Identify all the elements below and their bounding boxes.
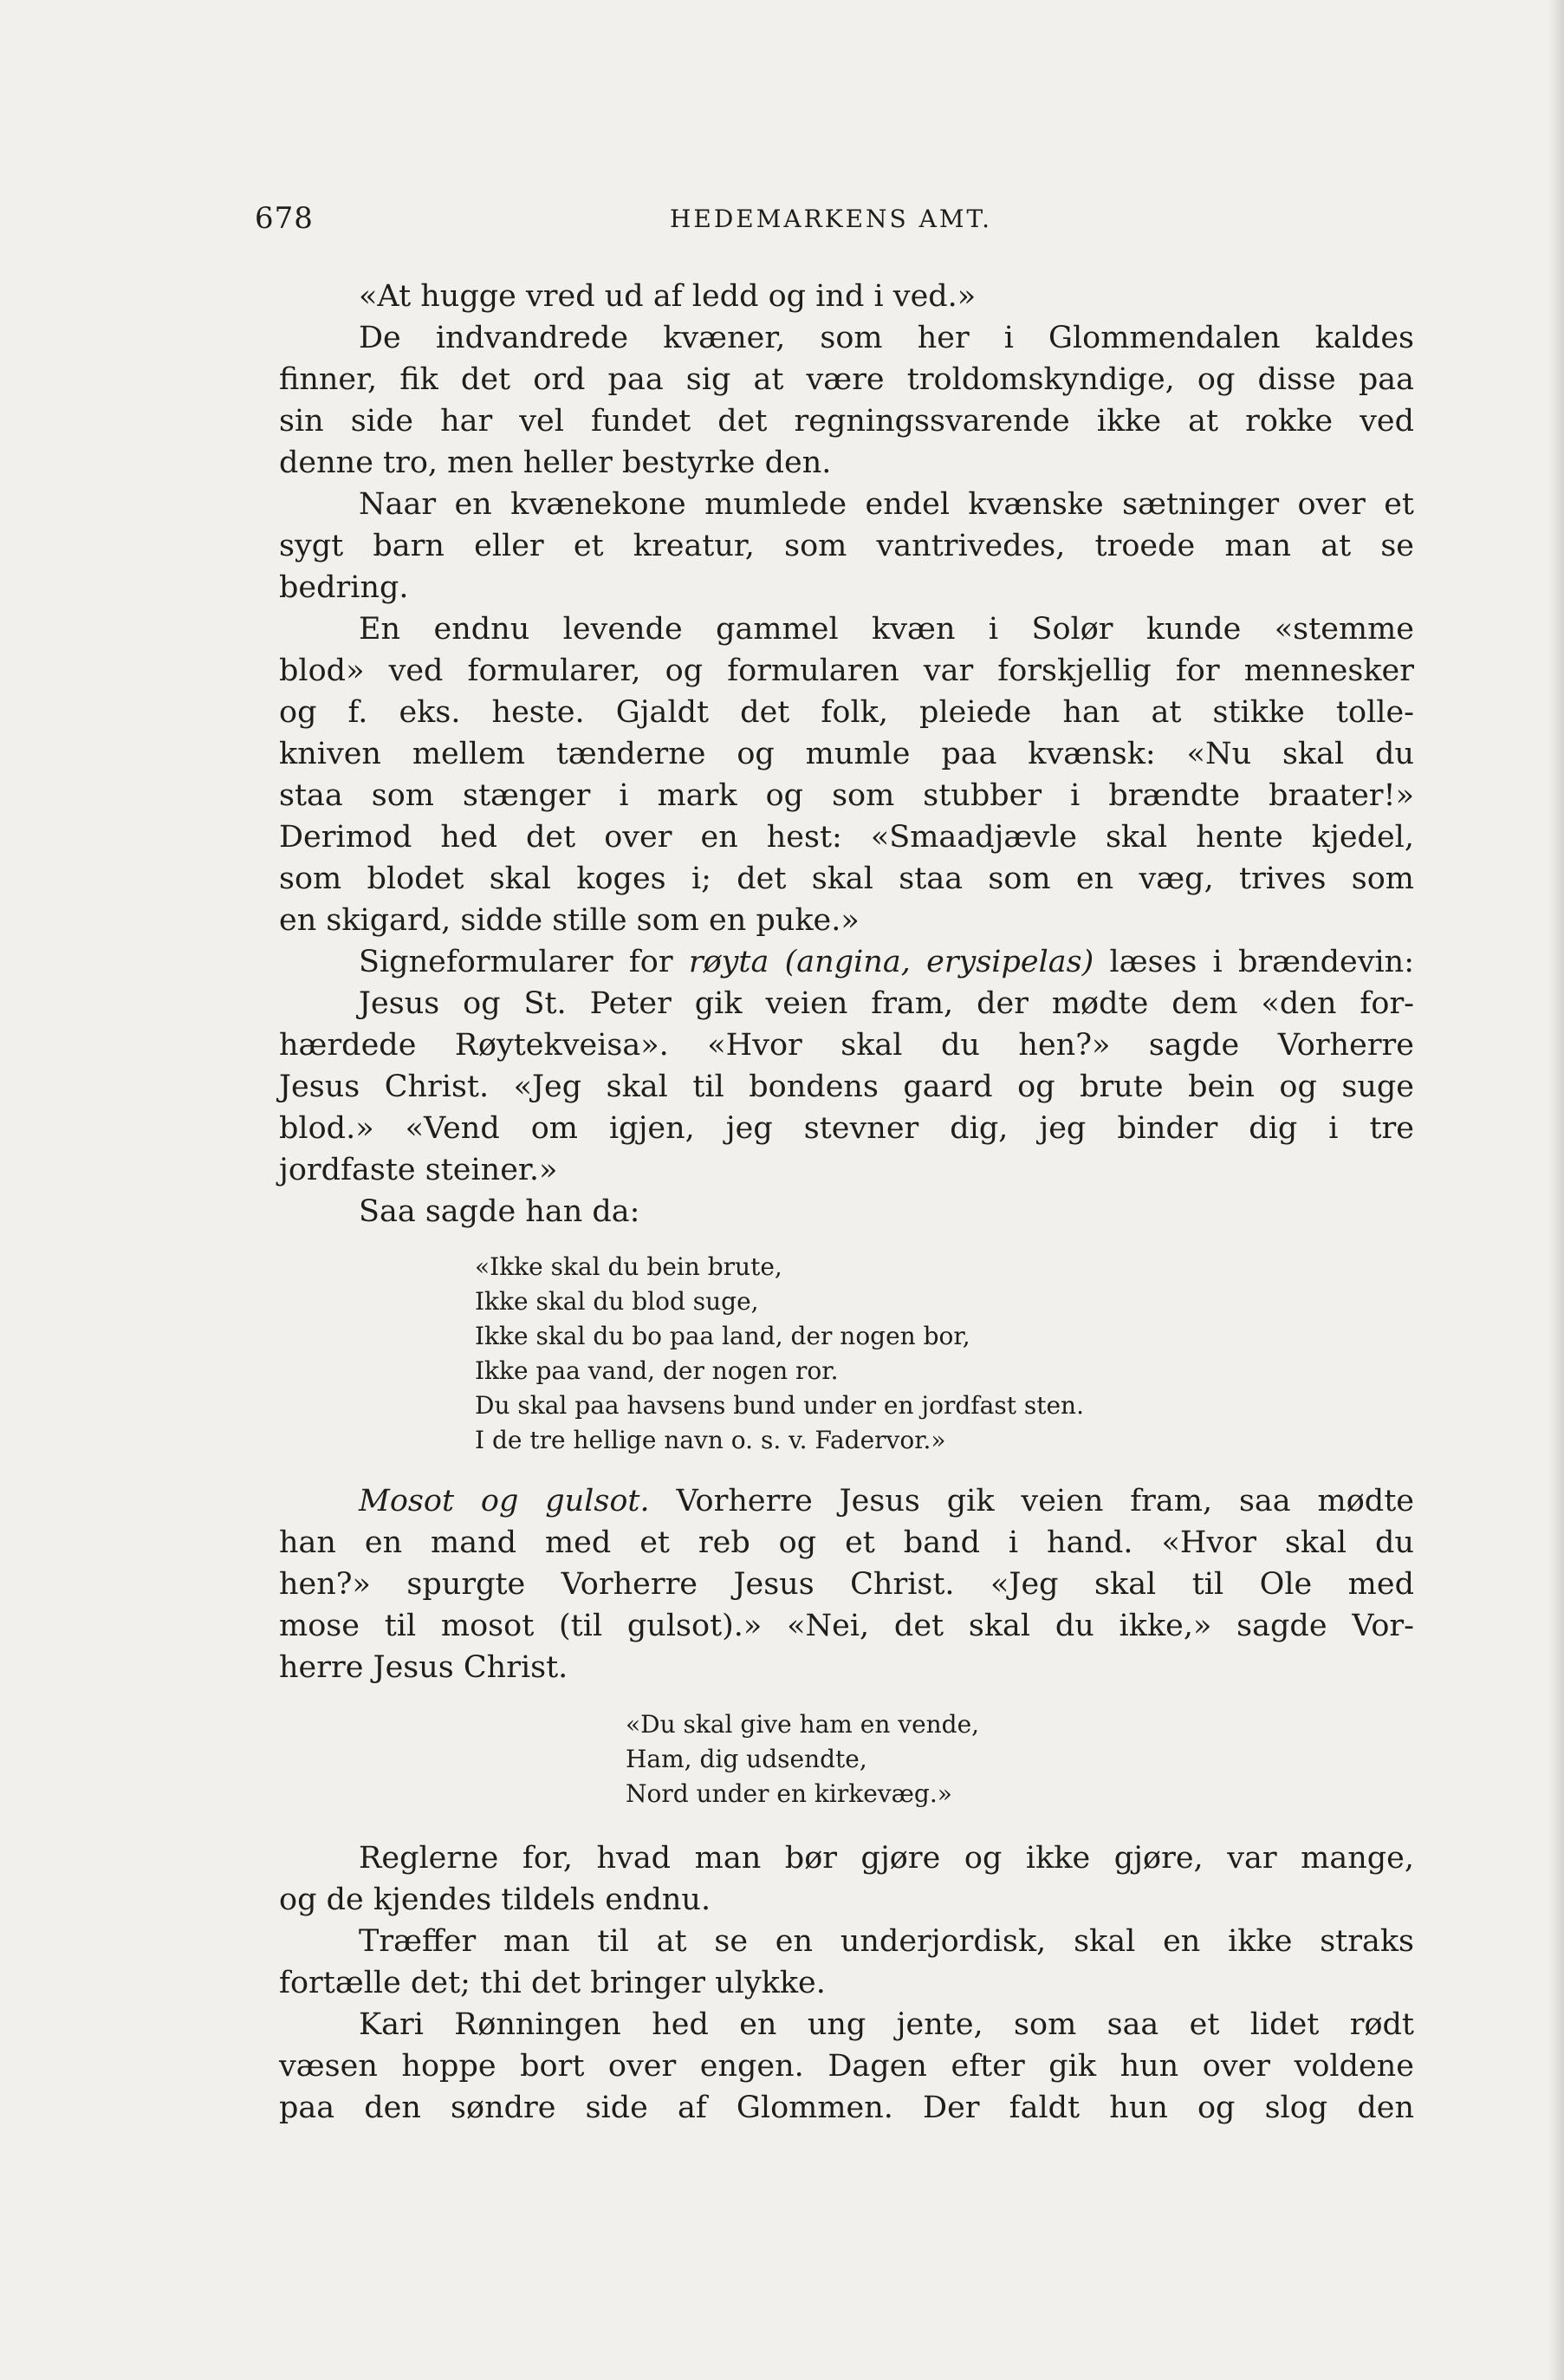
verse-line: «Ikke skal du bein brute,: [475, 1252, 782, 1281]
text-line: en skigard, sidde stille som en puke.»: [279, 903, 860, 938]
verse-line: «Du skal give ham en vende,: [626, 1710, 980, 1739]
verse-line: Du skal paa havsens bund under en jordfast sten.: [475, 1391, 1084, 1420]
text-line: Træffer man til at se en underjordisk, skal en ikke straks: [359, 1924, 1414, 1959]
text-line: finner, fik det ord paa sig at være troldomskyndige, og disse paa: [279, 362, 1414, 397]
verse-block: [279, 1250, 1414, 1458]
text-line: En endnu levende gammel kvæn i Solør kunde «stemme: [359, 612, 1414, 647]
mosot-first-line: [279, 1480, 1414, 1522]
text-line: Reglerne for, hvad man bør gjøre og ikke gjøre, var mange,: [359, 1841, 1414, 1876]
mosot-first-line-rest: Vorherre Jesus gik veien fram, saa mødte: [649, 1484, 1414, 1518]
verse-line: Ikke skal du blod suge,: [475, 1287, 759, 1316]
text-line: fortælle det; thi det bringer ulykke.: [279, 1966, 826, 2000]
text-line: sygt barn eller et kreatur, som vantrivedes, troede man at se: [279, 529, 1414, 563]
text-line: De indvandrede kvæner, som her i Glommendalen kaldes: [359, 321, 1414, 355]
text-line: hærdede Røytekveisa». «Hvor skal du hen?» sagde Vorherre: [279, 1028, 1414, 1063]
text-line: mose til mosot (til gulsot).» «Nei, det skal du ikke,» sagde Vor-: [279, 1609, 1414, 1643]
body-text: [279, 276, 1414, 2129]
text-line: han en mand med et reb og et band i hand. «Hvor skal du: [279, 1525, 1414, 1560]
running-head: HEDEMARKENS AMT.: [669, 205, 992, 233]
verse-line: Ham, dig udsendte,: [626, 1745, 867, 1773]
text-line: og de kjendes tildels endnu.: [279, 1883, 711, 1917]
text-line: Jesus Christ. «Jeg skal til bondens gaard og brute bein og suge: [279, 1070, 1414, 1104]
text-line: hen?» spurgte Vorherre Jesus Christ. «Jeg skal til Ole med: [279, 1567, 1414, 1602]
text-line: blod.» «Vend om igjen, jeg stevner dig, jeg binder dig i tre: [279, 1111, 1414, 1146]
mosot-italic-lead: Mosot og gulsot.: [359, 1484, 650, 1518]
signe-line-italic: røyta (angina, erysipelas): [688, 945, 1094, 979]
text-line: «At hugge vred ud af ledd og ind i ved.»: [359, 279, 977, 314]
verse-line: Ikke paa vand, der nogen ror.: [475, 1356, 839, 1385]
verse-block: [279, 1707, 1414, 1811]
text-line: denne tro, men heller bestyrke den.: [279, 445, 832, 480]
text-line: blod» ved formularer, og formularen var forskjellig for mennesker: [279, 654, 1414, 688]
page-edge-shadow: [1548, 0, 1564, 2380]
text-line: væsen hoppe bort over engen. Dagen efter gik hun over voldene: [279, 2049, 1414, 2084]
page-header: [255, 201, 1407, 236]
text-line: som blodet skal koges i; det skal staa som en væg, trives som: [279, 862, 1414, 896]
text-line: jordfaste steiner.»: [279, 1153, 558, 1187]
text-line: herre Jesus Christ.: [279, 1650, 568, 1685]
text-line: Saa sagde han da:: [359, 1194, 640, 1229]
page-number: 678: [255, 201, 314, 236]
verse-line: Nord under en kirkevæg.»: [626, 1779, 952, 1808]
text-line: Kari Rønningen hed en ung jente, som saa et lidet rødt: [359, 2007, 1414, 2042]
text-line: staa som stænger i mark og som stubber i brændte braater!»: [279, 778, 1414, 813]
signe-line-after: læses i brændevin:: [1094, 945, 1415, 979]
signe-line-before: Signeformularer for: [359, 945, 689, 979]
verse-line: Ikke skal du bo paa land, der nogen bor,: [475, 1322, 970, 1350]
text-line: bedring.: [279, 570, 409, 605]
text-line: Jesus og St. Peter gik veien fram, der mødte dem «den for-: [359, 986, 1414, 1021]
signe-line: [279, 941, 1414, 983]
text-line: og f. eks. heste. Gjaldt det folk, pleiede han at stikke tolle-: [279, 695, 1414, 730]
text-line: Naar en kvænekone mumlede endel kvænske sætninger over et: [359, 487, 1414, 522]
verse-line: I de tre hellige navn o. s. v. Fadervor.»: [475, 1426, 946, 1454]
text-line: Derimod hed det over en hest: «Smaadjævle skal hente kjedel,: [279, 820, 1414, 855]
text-line: kniven mellem tænderne og mumle paa kvænsk: «Nu skal du: [279, 737, 1414, 771]
text-line: paa den søndre side af Glommen. Der faldt hun og slog den: [279, 2091, 1414, 2125]
text-line: sin side har vel fundet det regningssvarende ikke at rokke ved: [279, 404, 1414, 439]
